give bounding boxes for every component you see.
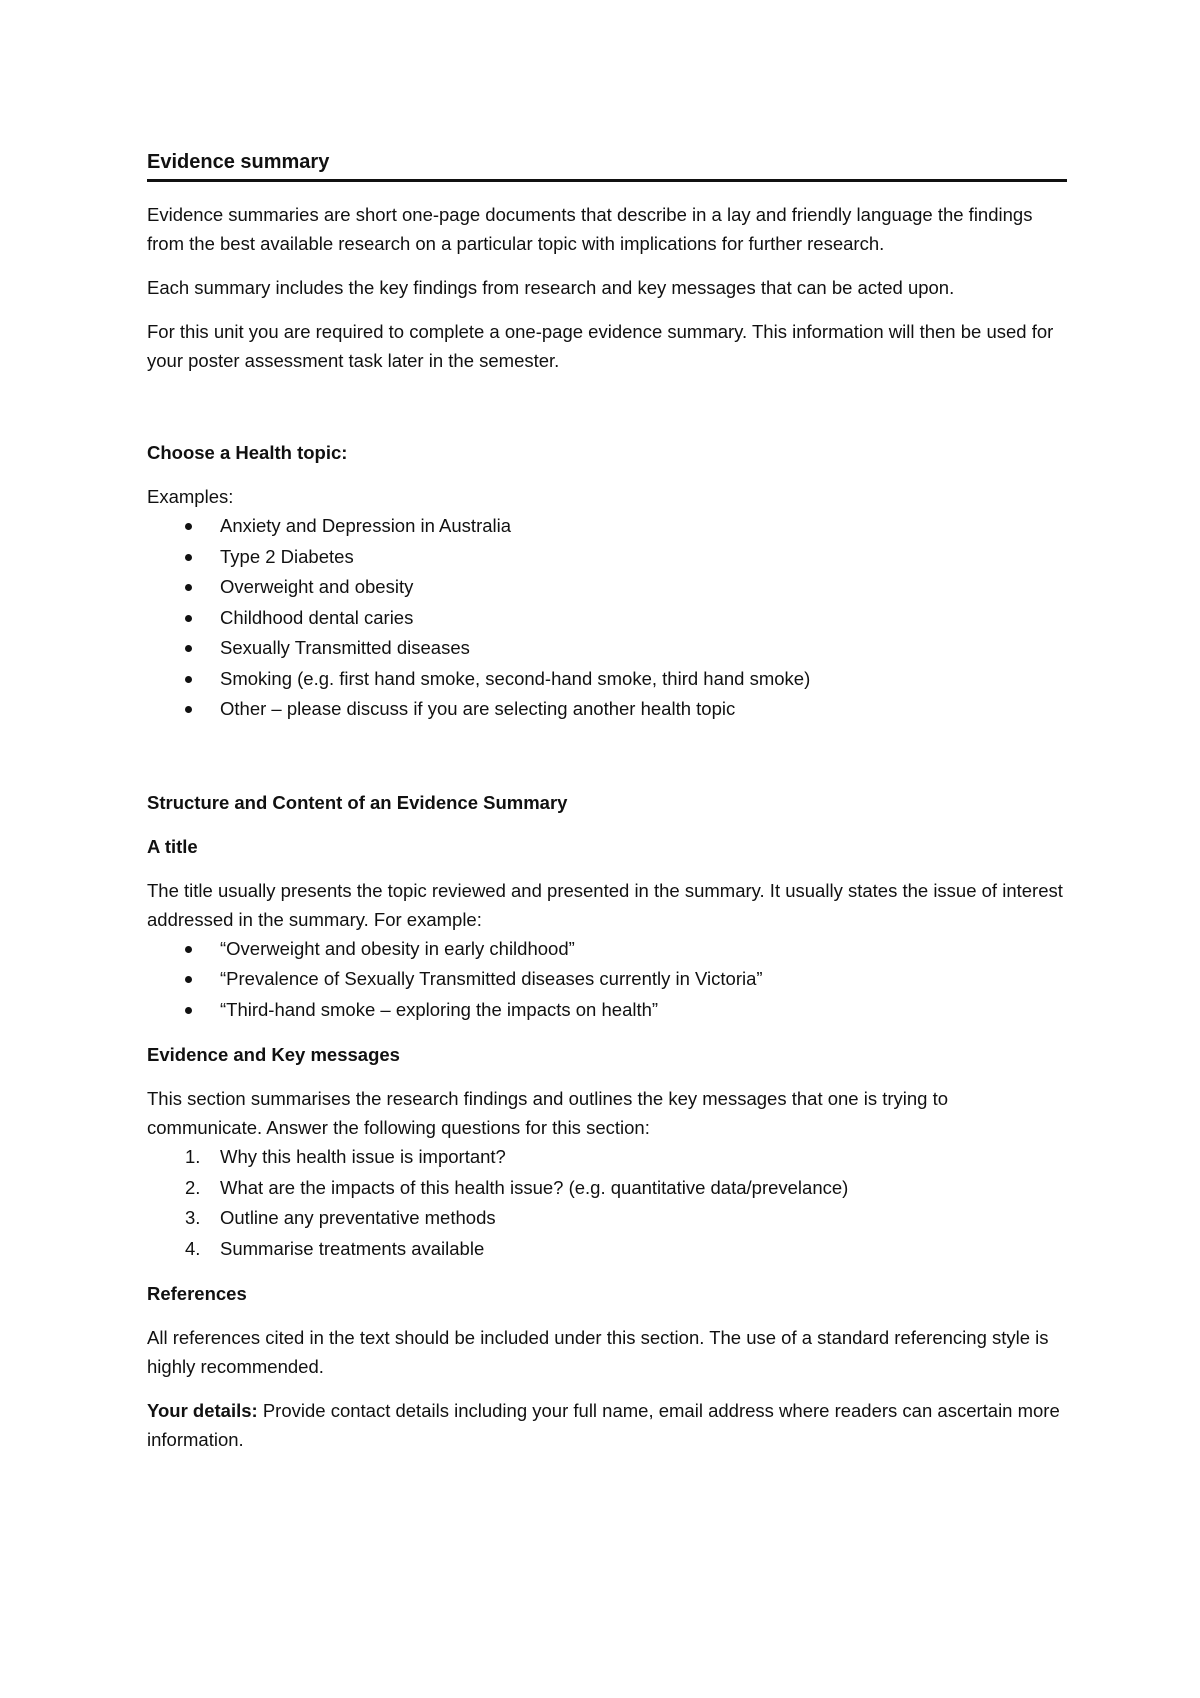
intro-paragraph-1: Evidence summaries are short one-page documents that describe in a lay and friendly language the findings from the best available research on a particular topic with implications for further research.	[147, 204, 1033, 254]
list-item: Childhood dental caries	[147, 603, 1067, 634]
list-number: 2.	[185, 1176, 201, 1198]
bullet-icon	[185, 946, 192, 953]
list-item: Anxiety and Depression in Australia	[147, 511, 1067, 542]
list-item: Other – please discuss if you are selecting another health topic	[147, 694, 1067, 725]
list-item: “Prevalence of Sexually Transmitted diseases currently in Victoria”	[147, 964, 1067, 995]
bullet-icon	[185, 584, 192, 591]
list-item: 3. Outline any preventative methods	[147, 1203, 1067, 1234]
bullet-icon	[185, 976, 192, 983]
details-paragraph	[147, 1396, 1067, 1454]
structure-heading: Structure and Content of an Evidence Summary	[147, 791, 568, 813]
list-item: 1. Why this health issue is important?	[147, 1142, 1067, 1173]
bullet-icon	[185, 676, 192, 683]
intro-paragraph-3: For this unit you are required to complete a one-page evidence summary. This information will then be used for your poster assessment task later in the semester.	[147, 321, 1054, 371]
bullet-icon	[185, 1007, 192, 1014]
title-section-text: The title usually presents the topic reviewed and presented in the summary. It usually states the issue of interest addressed in the summary. For example:	[147, 879, 1063, 930]
bullet-icon	[185, 554, 192, 561]
evidence-section-heading: Evidence and Key messages	[147, 1044, 400, 1065]
list-item: Type 2 Diabetes	[147, 542, 1067, 573]
list-item: Sexually Transmitted diseases	[147, 633, 1067, 664]
list-number: 1.	[185, 1146, 201, 1167]
list-item: Overweight and obesity	[147, 572, 1067, 603]
topic-heading: Choose a Health topic:	[147, 442, 348, 463]
spacer	[147, 375, 1067, 423]
list-number: 3.	[185, 1207, 201, 1228]
list-item: Smoking (e.g. first hand smoke, second-hand smoke, third hand smoke)	[147, 664, 1067, 695]
title-section-heading: A title	[147, 835, 198, 857]
list-item: “Third-hand smoke – exploring the impacts on health”	[147, 995, 1067, 1026]
questions-list	[147, 1142, 1067, 1264]
list-item: “Overweight and obesity in early childhood”	[147, 934, 1067, 965]
bullet-icon	[185, 523, 192, 530]
list-item: 2. What are the impacts of this health issue? (e.g. quantitative data/prevelance)	[147, 1173, 1067, 1204]
bullet-icon	[185, 706, 192, 713]
references-text: All references cited in the text should be included under this section. The use of a standard referencing style is highly recommended.	[147, 1327, 1049, 1377]
references-heading: References	[147, 1283, 247, 1304]
spacer	[147, 725, 1067, 773]
intro-paragraph-2: Each summary includes the key findings from research and key messages that can be acted upon.	[147, 277, 955, 298]
list-number: 4.	[185, 1237, 201, 1259]
document-page	[147, 148, 1067, 1454]
evidence-section-text: This section summarises the research findings and outlines the key messages that one is trying to communicate. Answer the following questions for this section:	[147, 1088, 949, 1138]
examples-label: Examples:	[147, 486, 234, 507]
details-text: Provide contact details including your full name, email address where readers can ascertain more information.	[147, 1400, 1060, 1450]
topic-list	[147, 511, 1067, 725]
title-examples-list	[147, 934, 1067, 1026]
list-item: 4. Summarise treatments available	[147, 1234, 1067, 1265]
page-title: Evidence summary	[147, 148, 1067, 182]
bullet-icon	[185, 645, 192, 652]
details-label: Your details:	[147, 1400, 258, 1421]
bullet-icon	[185, 615, 192, 622]
